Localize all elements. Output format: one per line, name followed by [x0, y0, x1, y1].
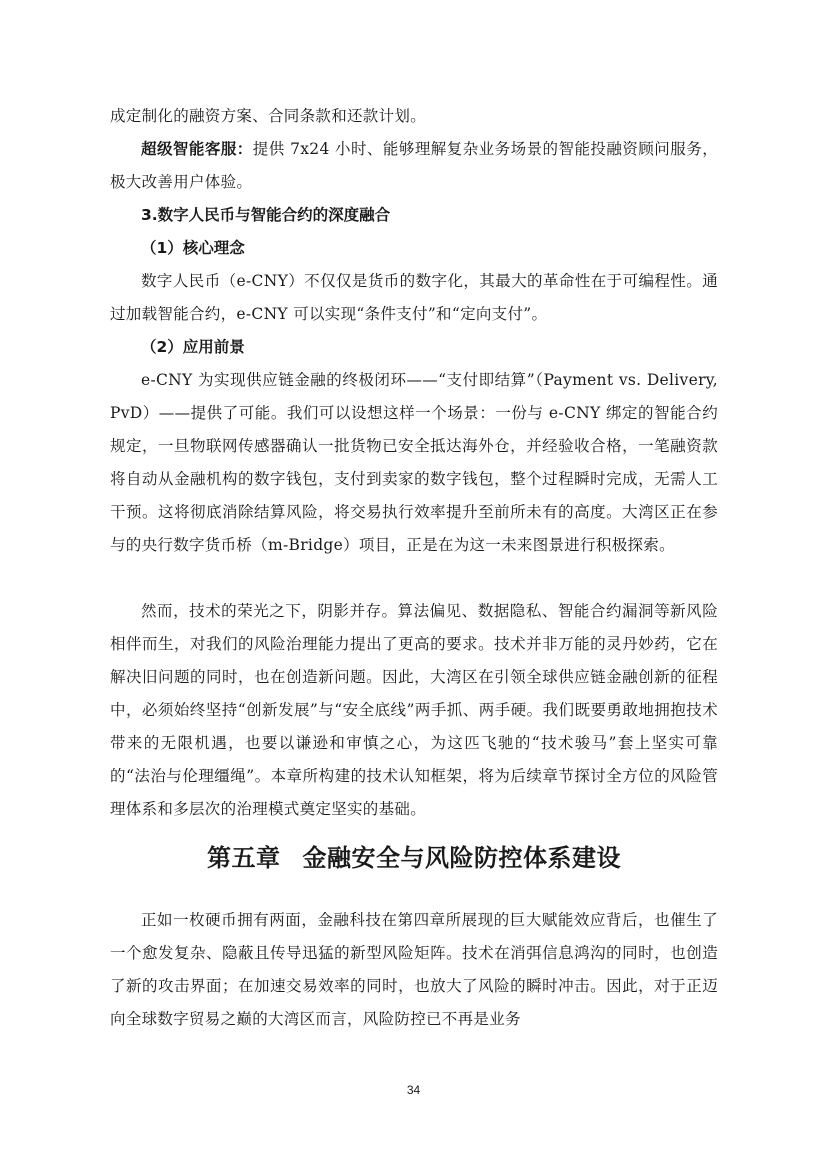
subheading-core-concept: （1）核心理念	[141, 239, 245, 257]
paragraph-chapter-intro: 正如一枚硬币拥有两面，金融科技在第四章所展现的巨大赋能效应背后，也催生了一个愈发复杂、隐蔽且传导迅猛的新型风险矩阵。技术在消弭信息鸿沟的同时，也创造了新的攻击界面；在加速交易效率的同时，也放大了风险的瞬时冲击。因此，对于正迈向全球数字贸易之巅的大湾区而言，风险防控已不再是业务	[110, 911, 718, 1028]
paragraph-smart-service	[110, 133, 718, 199]
document-page	[110, 100, 718, 1036]
chapter-number: 第五章	[207, 844, 281, 872]
smart-service-text: 提供 7x24 小时、能够理解复杂业务场景的智能投融资顾问服务，极大改善用户体验。	[110, 140, 718, 191]
section-heading-ecny: 3.数字人民币与智能合约的深度融合	[141, 206, 391, 224]
paragraph-gap	[110, 562, 718, 595]
page-number: 34	[406, 1083, 421, 1097]
subheading-application: （2）应用前景	[141, 338, 245, 356]
chapter-name: 金融安全与风险防控体系建设	[302, 844, 621, 872]
paragraph-core-concept: 数字人民币（e-CNY）不仅仅是货币的数字化，其最大的革命性在于可编程性。通过加载智能合约，e-CNY 可以实现“条件支付”和“定向支付”。	[110, 272, 718, 323]
paragraph-conclusion: 然而，技术的荣光之下，阴影并存。算法偏见、数据隐私、智能合约漏洞等新风险相伴而生，对我们的风险治理能力提出了更高的要求。技术并非万能的灵丹妙药，它在解决旧问题的同时，也在创造新问题。因此，大湾区在引领全球供应链金融创新的征程中，必须始终坚持“创新发展”与“安全底线”两手抓、两手硬。我们既要勇敢地拥抱技术带来的无限机遇，也要以谦逊和审慎之心，为这匹飞驰的“技术骏马”套上坚实可靠的“法治与伦理缰绳”。本章所构建的技术认知框架，将为后续章节探讨全方位的风险管理体系和多层次的治理模式奠定坚实的基础。	[110, 602, 718, 818]
paragraph-application: e-CNY 为实现供应链金融的终极闭环——“支付即结算”（Payment vs. Delivery, PvD）——提供了可能。我们可以设想这样一个场景：一份与 e-CNY 绑定的智能合约规定，一旦物联网传感器确认一批货物已安全抵达海外仓，并经验收合格，一笔融资款将自动从金融机构的数字钱包，支付到卖家的数字钱包，整个过程瞬时完成，无需人工干预。这将彻底消除结算风险，将交易执行效率提升至前所未有的高度。大湾区正在参与的央行数字货币桥（m-Bridge）项目，正是在为这一未来图景进行积极探索。	[110, 371, 718, 554]
smart-service-label: 超级智能客服：	[141, 140, 253, 158]
chapter-title	[110, 826, 718, 904]
paragraph-continuation: 成定制化的融资方案、合同条款和还款计划。	[110, 107, 427, 125]
